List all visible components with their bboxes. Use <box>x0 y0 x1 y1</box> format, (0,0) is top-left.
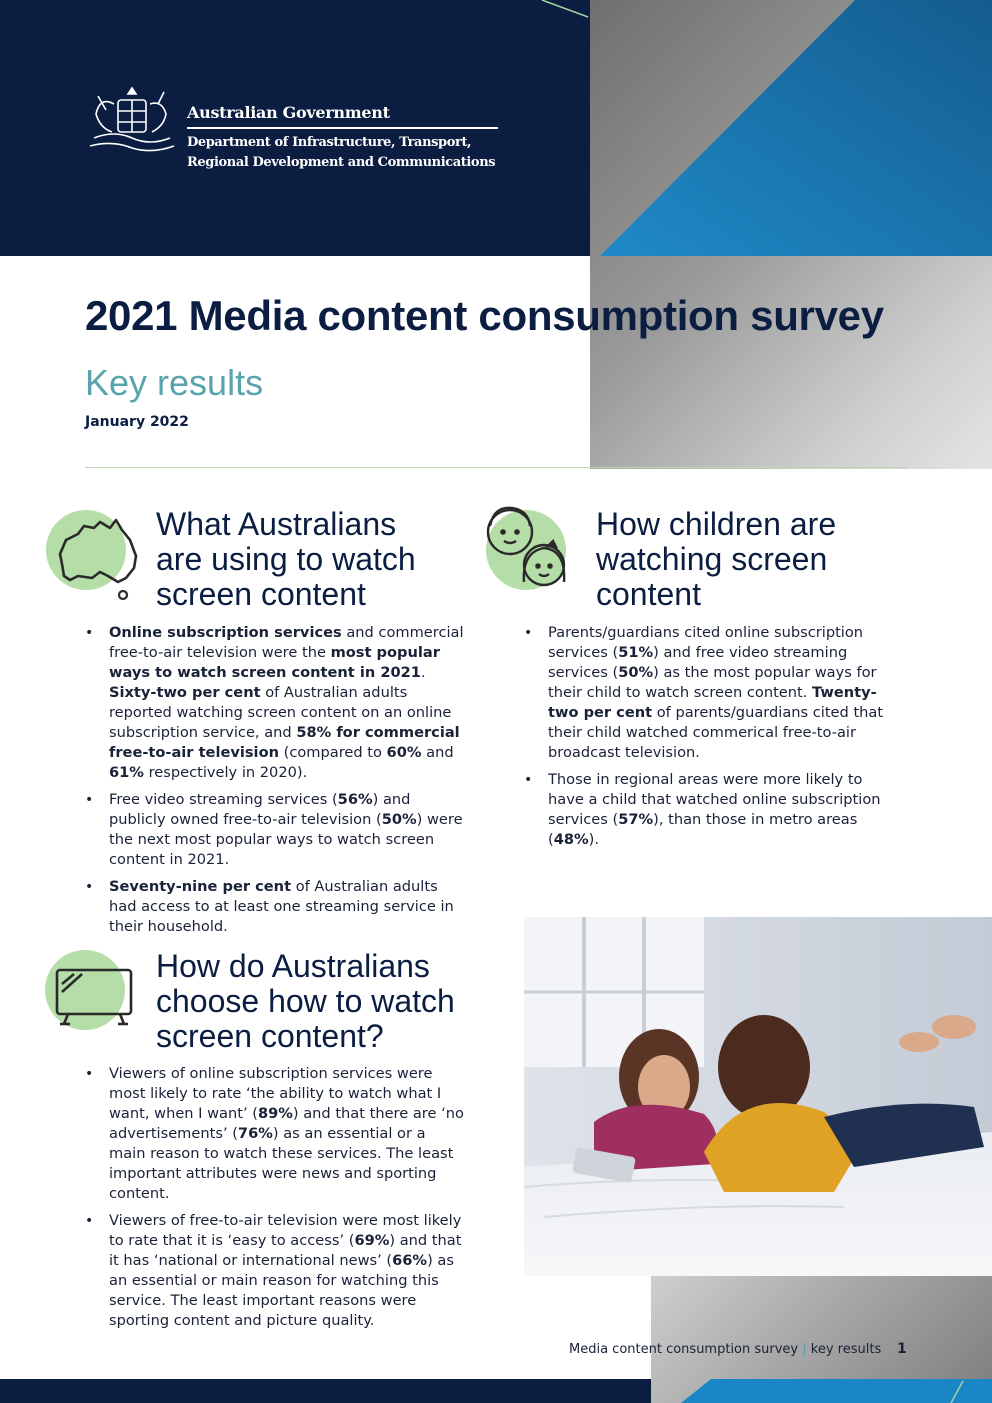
heading-line: screen content <box>156 576 366 612</box>
bullet-emphasis: 89% <box>257 1105 293 1122</box>
footer-blue-accent <box>651 1379 992 1403</box>
bullet-list-choose <box>85 1064 465 1338</box>
page-title: 2021 Media content consumption survey <box>85 292 884 339</box>
bullet-text: ) and publicly owned free-to-air television ( <box>109 791 411 828</box>
footer-document-name <box>569 1342 881 1357</box>
bullet-text: and commercial free-to-air television were the <box>109 624 464 661</box>
header-blue-triangle <box>600 0 992 256</box>
heading-line: How children are <box>596 506 837 542</box>
title-divider <box>85 467 908 468</box>
government-name: Australian Government <box>187 103 390 122</box>
decorative-line <box>540 0 600 20</box>
bullet-text: ). <box>588 831 599 848</box>
bullet-emphasis: Seventy-nine per cent <box>109 878 292 895</box>
children-faces-icon <box>482 502 574 594</box>
photo-mother-and-child-with-tablet <box>524 917 992 1276</box>
bullet-text: Free video streaming services ( <box>109 791 338 808</box>
bullet-list-children <box>524 623 884 857</box>
bullet-text: Viewers of online subscription services were most likely to rate ‘the ability to watch what I want, when I want’ ( <box>109 1065 442 1122</box>
department-name-line-1: Department of Infrastructure, Transport, <box>187 135 472 150</box>
bullet-emphasis: 60% <box>386 744 422 761</box>
publication-date: January 2022 <box>85 414 189 430</box>
bullet-text: ) as the most popular ways for their child to watch screen content. <box>548 664 877 701</box>
footer-separator: | <box>802 1342 807 1357</box>
bullet-text: Viewers of free-to-air television were most likely to rate that it is ‘easy to access’ ( <box>109 1212 462 1249</box>
heading-line: screen content? <box>156 1018 384 1054</box>
heading-line: How do Australians <box>156 948 430 984</box>
bullet-text: . <box>420 664 426 681</box>
bullet-text: of Australian adults reported watching screen content on an online subscription service, and <box>109 684 452 741</box>
heading-line: watching screen <box>596 541 828 577</box>
bullet-item <box>85 623 469 783</box>
section-heading-children <box>596 507 916 612</box>
bullet-text: ) as an essential or main reason for watching this service. The least important reasons were sporting content and picture quality. <box>109 1252 454 1329</box>
bullet-emphasis: Twenty-two per cent <box>548 684 877 721</box>
coat-of-arms-icon <box>84 84 180 156</box>
bullet-text: Those in regional areas were more likely to have a child that watched online subscription services ( <box>548 771 881 828</box>
bullet-item <box>524 623 884 763</box>
footer-title: Media content consumption survey <box>569 1342 799 1357</box>
bullet-text: ), than those in metro areas ( <box>548 811 858 848</box>
bullet-emphasis: 50% <box>381 811 417 828</box>
bullet-emphasis: 61% <box>109 764 144 781</box>
bullet-text: ) as an essential or a main reason to watch these services. The least important attributes were news and sporting content. <box>109 1125 454 1202</box>
header-rule <box>187 127 498 129</box>
bullet-emphasis: 66% <box>392 1252 428 1269</box>
bullet-item <box>85 877 469 937</box>
bullet-text: ) and that there are ‘no advertisements’ ( <box>109 1105 464 1142</box>
bullet-item <box>524 770 884 850</box>
bullet-item <box>85 790 469 870</box>
bullet-text: Parents/guardians cited online subscription services ( <box>548 624 864 661</box>
heading-line: are using to watch <box>156 541 416 577</box>
heading-line: choose how to watch <box>156 983 455 1019</box>
bullet-item <box>85 1064 465 1204</box>
bullet-emphasis: Online subscription services <box>109 624 342 641</box>
footer-band <box>0 1379 651 1403</box>
section-heading-choose <box>156 949 486 1054</box>
bullet-emphasis: Sixty-two per cent <box>109 684 261 701</box>
australia-map-icon <box>50 512 142 602</box>
bullet-emphasis: 76% <box>237 1125 273 1142</box>
section-heading-what-using <box>156 507 476 612</box>
bullet-text: (compared to <box>278 744 387 761</box>
department-name-line-2: Regional Development and Communications <box>187 155 496 170</box>
bullet-text: ) and that it has ‘national or international news’ ( <box>109 1232 462 1269</box>
bullet-text: and <box>421 744 454 761</box>
bullet-emphasis: 48% <box>553 831 589 848</box>
bullet-emphasis: most popular ways to watch screen content in 2021 <box>109 644 440 681</box>
page-number: 1 <box>897 1341 907 1357</box>
bullet-text: ) and free video streaming services ( <box>548 644 848 681</box>
bullet-text: respectively in 2020). <box>143 764 308 781</box>
bullet-emphasis: 56% <box>337 791 373 808</box>
bullet-text: of Australian adults had access to at least one streaming service in their household. <box>109 878 454 935</box>
bullet-emphasis: 57% <box>618 811 654 828</box>
bullet-list-what-using <box>85 623 469 944</box>
heading-line: What Australians <box>156 506 397 542</box>
bullet-emphasis: 58% for commercial free-to-air television <box>109 724 460 761</box>
footer-section: key results <box>810 1342 882 1357</box>
bullet-text: ) were the next most popular ways to watch screen content in 2021. <box>109 811 463 868</box>
television-icon <box>54 966 136 1030</box>
bullet-item <box>85 1211 465 1331</box>
bullet-emphasis: 50% <box>618 664 654 681</box>
page-subtitle: Key results <box>85 362 264 403</box>
bullet-emphasis: 51% <box>618 644 654 661</box>
bullet-text: of parents/guardians cited that their child watched commerical free-to-air broadcast television. <box>548 704 884 761</box>
bullet-emphasis: 69% <box>354 1232 390 1249</box>
heading-line: content <box>596 576 701 612</box>
